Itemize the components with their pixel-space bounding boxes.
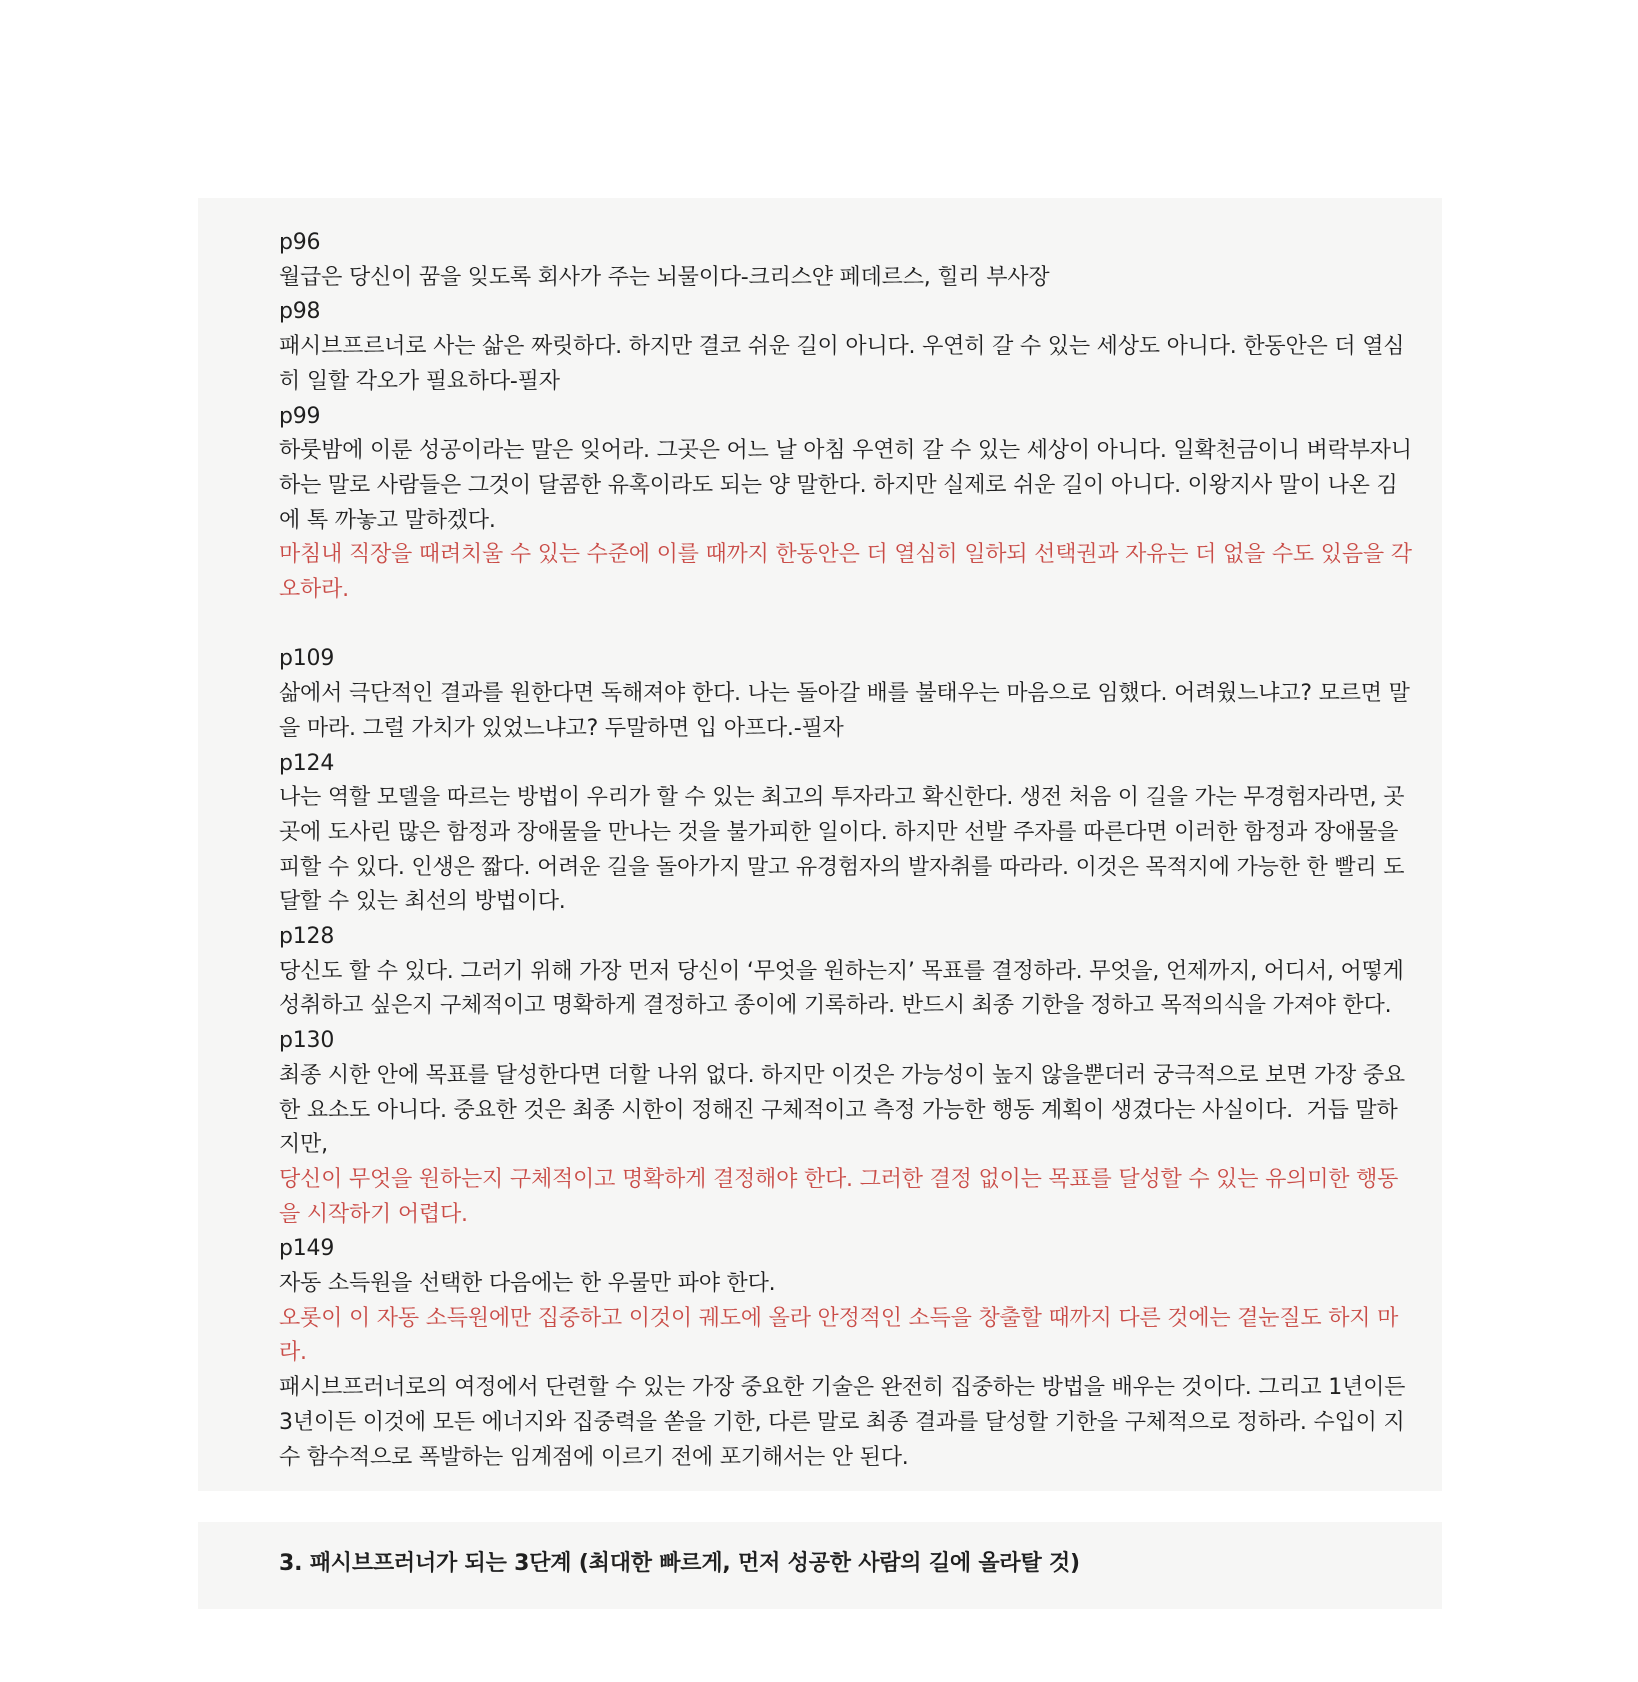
quote-text: 히 일할 각오가 필요하다-필자 (279, 368, 560, 394)
quote-text: 성취하고 싶은지 구체적이고 명확하게 결정하고 종이에 기록하라. 반드시 최종 기한을 정하고 목적의식을 가져야 한다. (279, 993, 1392, 1019)
section-heading: 3. 패시브프러너가 되는 3단계 (최대한 빠르게, 먼저 성공한 사람의 길에 올라탈 것) (279, 1551, 1080, 1576)
highlighted-quote-text: 마침내 직장을 때려치울 수 있는 수준에 이를 때까지 한동안은 더 열심히 일하되 선택권과 자유는 더 없을 수도 있음을 각 (279, 542, 1412, 568)
quote-text: 달할 수 있는 최선의 방법이다. (279, 889, 566, 915)
page-ref-p149: p149 (279, 1236, 335, 1262)
section-heading-block (198, 1522, 1442, 1609)
quote-text: 월급은 당신이 꿈을 잊도록 회사가 주는 뇌물이다-크리스얀 페데르스, 힐리 부사장 (279, 264, 1050, 290)
page-ref-p109: p109 (279, 646, 335, 672)
page-ref-p130: p130 (279, 1028, 335, 1054)
blank-line (279, 608, 1418, 643)
quote-text: 피할 수 있다. 인생은 짧다. 어려운 길을 돌아가지 말고 유경험자의 발자취를 따라라. 이것은 목적지에 가능한 한 빨리 도 (279, 854, 1405, 880)
quote-text: 나는 역할 모델을 따르는 방법이 우리가 할 수 있는 최고의 투자라고 확신한다. 생전 처음 이 길을 가는 무경험자라면, 곳 (279, 785, 1405, 811)
page-ref-p96: p96 (279, 230, 321, 255)
page-ref-p98: p98 (279, 299, 321, 325)
quote-text: 최종 시한 안에 목표를 달성한다면 더할 나위 없다. 하지만 이것은 가능성이 높지 않을뿐더러 궁극적으로 보면 가장 중요 (279, 1062, 1405, 1088)
quote-text: 삶에서 극단적인 결과를 원한다면 독해져야 한다. 나는 돌아갈 배를 불태우는 마음으로 임했다. 어려웠느냐고? 모르면 말 (279, 681, 1410, 707)
quote-text: 당신도 할 수 있다. 그러기 위해 가장 먼저 당신이 ‘무엇을 원하는지’ 목표를 결정하라. 무엇을, 언제까지, 어디서, 어떻게 (279, 958, 1404, 984)
page-ref-p128: p128 (279, 924, 335, 950)
quote-text: 한 요소도 아니다. 중요한 것은 최종 시한이 정해진 구체적이고 측정 가능한 행동 계획이 생겼다는 사실이다. 거듭 말하 (279, 1097, 1398, 1123)
highlighted-quote-text: 당신이 무엇을 원하는지 구체적이고 명확하게 결정해야 한다. 그러한 결정 없이는 목표를 달성할 수 있는 유의미한 행동 (279, 1166, 1399, 1192)
quote-text: 곳에 도사린 많은 함정과 장애물을 만나는 것을 불가피한 일이다. 하지만 선발 주자를 따른다면 이러한 함정과 장애물을 (279, 819, 1399, 845)
highlighted-quote-text: 을 시작하기 어렵다. (279, 1201, 468, 1227)
quote-text: 하는 말로 사람들은 그것이 달콤한 유혹이라도 되는 양 말한다. 하지만 실제로 쉬운 길이 아니다. 이왕지사 말이 나온 김 (279, 472, 1398, 498)
quote-text: 패시브프르너로 사는 삶은 짜릿하다. 하지만 결코 쉬운 길이 아니다. 우연히 갈 수 있는 세상도 아니다. 한동안은 더 열심 (279, 334, 1405, 360)
highlighted-quote-text: 오롯이 이 자동 소득원에만 집중하고 이것이 궤도에 올라 안정적인 소득을 창출할 때까지 다른 것에는 곁눈질도 하지 마 (279, 1305, 1399, 1331)
highlighted-quote-text: 오하라. (279, 577, 349, 603)
quote-text: 하룻밤에 이룬 성공이라는 말은 잊어라. 그곳은 어느 날 아침 우연히 갈 수 있는 세상이 아니다. 일확천금이니 벼락부자니 (279, 438, 1412, 464)
quote-text: 에 톡 까놓고 말하겠다. (279, 507, 496, 533)
quote-block (198, 198, 1442, 1491)
quote-text: 을 마라. 그럴 가치가 있었느냐고? 두말하면 입 아프다.-필자 (279, 715, 844, 741)
quote-text: 3년이든 이것에 모든 에너지와 집중력을 쏟을 기한, 다른 말로 최종 결과를 달성할 기한을 구체적으로 정하라. 수입이 지 (279, 1409, 1405, 1435)
page-ref-p124: p124 (279, 750, 335, 776)
page-ref-p99: p99 (279, 403, 321, 429)
quote-text: 자동 소득원을 선택한 다음에는 한 우물만 파야 한다. (279, 1271, 776, 1297)
highlighted-quote-text: 라. (279, 1340, 307, 1366)
quote-text: 패시브프러너로의 여정에서 단련할 수 있는 가장 중요한 기술은 완전히 집중하는 방법을 배우는 것이다. 그리고 1년이든 (279, 1375, 1406, 1401)
quote-text: 지만, (279, 1132, 328, 1158)
quote-text: 수 함수적으로 폭발하는 임계점에 이르기 전에 포기해서는 안 된다. (279, 1444, 909, 1470)
